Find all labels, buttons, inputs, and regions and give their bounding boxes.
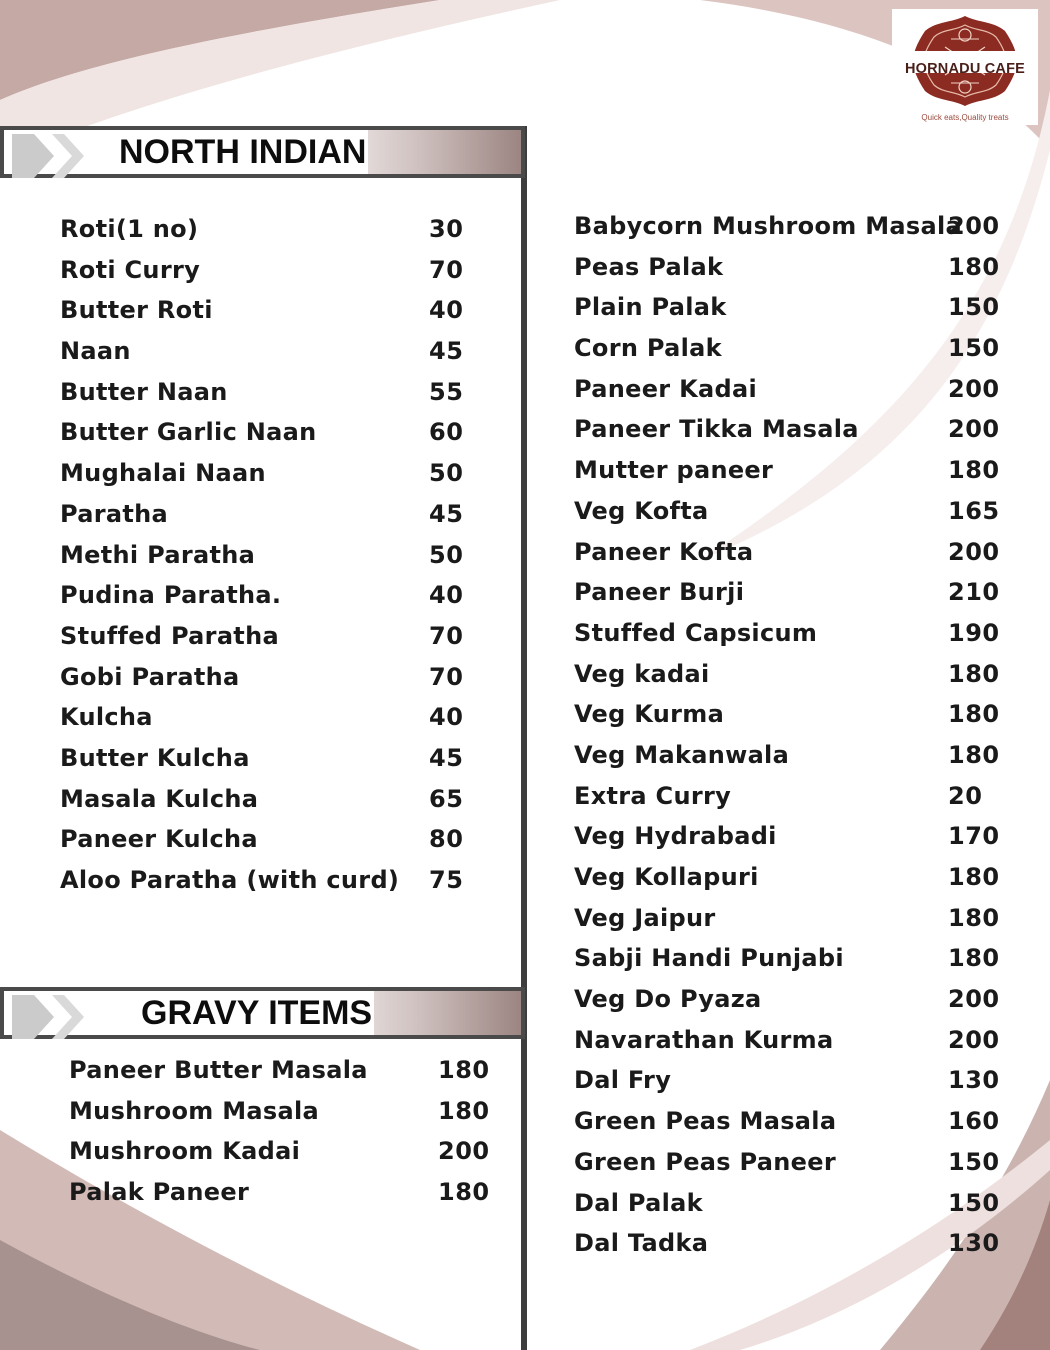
item-name: Paratha xyxy=(60,499,169,528)
menu-item xyxy=(574,613,1034,654)
menu-item xyxy=(574,776,1034,817)
item-name: Roti Curry xyxy=(60,255,201,284)
menu-item xyxy=(574,328,1034,369)
menu-item xyxy=(574,572,1034,613)
item-price: 70 xyxy=(429,621,464,650)
menu-item xyxy=(60,331,480,372)
item-price: 60 xyxy=(429,418,464,447)
item-name: Paneer Burji xyxy=(574,578,745,607)
item-name: Veg Makanwala xyxy=(574,740,790,769)
item-name: Paneer Butter Masala xyxy=(69,1056,368,1084)
item-price: 180 xyxy=(948,903,1000,932)
item-price: 165 xyxy=(948,496,1000,525)
column-divider xyxy=(521,126,527,1350)
menu-item xyxy=(574,857,1034,898)
item-name: Mughalai Naan xyxy=(60,459,266,488)
menu-item xyxy=(574,1101,1034,1142)
item-price: 180 xyxy=(948,944,1000,973)
item-name: Kulcha xyxy=(60,703,153,732)
item-name: Veg kadai xyxy=(574,659,710,688)
item-price: 40 xyxy=(429,296,464,325)
item-price: 180 xyxy=(438,1178,490,1207)
item-name: Paneer Kofta xyxy=(574,537,754,566)
brand-tagline: Quick eats,Quality treats xyxy=(921,113,1009,122)
menu-item xyxy=(574,654,1034,695)
item-price: 30 xyxy=(429,215,464,243)
item-name: Dal Fry xyxy=(574,1066,672,1095)
item-price: 180 xyxy=(948,863,1000,891)
menu-item xyxy=(60,250,480,291)
item-price: 200 xyxy=(948,537,1000,566)
menu-item xyxy=(60,657,480,698)
item-price: 200 xyxy=(948,415,1000,444)
menu-item xyxy=(60,535,480,576)
menu-item xyxy=(60,860,480,901)
menu-item xyxy=(60,209,480,250)
gravy-items-banner xyxy=(0,987,525,1039)
menu-item xyxy=(60,290,480,331)
item-price: 180 xyxy=(948,456,1000,485)
item-price: 40 xyxy=(429,581,464,610)
item-name: Veg Kofta xyxy=(574,496,709,525)
item-name: Stuffed Capsicum xyxy=(574,618,818,647)
section-title-gravy-items: GRAVY ITEMS xyxy=(139,991,374,1035)
item-name: Veg Hydrabadi xyxy=(574,822,777,851)
chevron-arrow-icon xyxy=(12,995,92,1039)
item-name: Babycorn Mushroom Masala xyxy=(574,212,963,240)
menu-item xyxy=(574,491,1034,532)
banner-gradient xyxy=(4,130,521,174)
item-price: 180 xyxy=(948,700,1000,729)
item-name: Stuffed Paratha xyxy=(60,621,279,650)
item-name: Dal Tadka xyxy=(574,1229,709,1258)
item-price: 70 xyxy=(429,662,464,691)
menu-item xyxy=(60,412,480,453)
gravy-continued-list xyxy=(574,206,1034,1264)
item-name: Aloo Paratha (with curd) xyxy=(60,866,400,894)
chevron-arrow-icon xyxy=(12,134,92,178)
brand-name: HORNADU CAFE xyxy=(904,61,1025,77)
item-name: Naan xyxy=(60,337,131,366)
item-name: Veg Kollapuri xyxy=(574,863,759,891)
menu-item xyxy=(574,247,1034,288)
item-name: Veg Kurma xyxy=(574,700,725,729)
menu-item xyxy=(574,287,1034,328)
item-price: 150 xyxy=(948,293,1000,322)
item-name: Pudina Paratha. xyxy=(60,581,282,610)
item-price: 170 xyxy=(948,822,1000,851)
item-name: Butter Naan xyxy=(60,377,228,406)
item-price: 180 xyxy=(948,659,1000,688)
menu-item xyxy=(574,1223,1034,1264)
menu-item xyxy=(69,1091,509,1132)
item-price: 150 xyxy=(948,334,1000,363)
item-name: Palak Paneer xyxy=(69,1178,250,1207)
item-price: 150 xyxy=(948,1188,1000,1217)
section-title-north-indian: NORTH INDIAN xyxy=(117,130,368,174)
menu-item xyxy=(69,1050,509,1091)
item-name: Paneer Kadai xyxy=(574,374,757,403)
menu-item xyxy=(60,616,480,657)
menu-item xyxy=(574,450,1034,491)
menu-item xyxy=(60,697,480,738)
item-price: 200 xyxy=(948,1025,1000,1054)
menu-item xyxy=(574,409,1034,450)
item-price: 200 xyxy=(438,1137,490,1166)
item-name: Mushroom Masala xyxy=(69,1096,319,1125)
item-name: Extra Curry xyxy=(574,781,732,810)
item-price: 130 xyxy=(948,1066,1000,1095)
item-price: 180 xyxy=(438,1096,490,1125)
menu-item xyxy=(60,453,480,494)
item-price: 20 xyxy=(948,781,983,810)
item-price: 65 xyxy=(429,784,464,813)
menu-item xyxy=(69,1172,509,1213)
item-name: Peas Palak xyxy=(574,252,724,281)
item-name: Paneer Tikka Masala xyxy=(574,415,859,444)
brand-logo xyxy=(892,9,1038,125)
item-price: 45 xyxy=(429,337,464,366)
gravy-items-list xyxy=(69,1050,509,1213)
item-name: Mushroom Kadai xyxy=(69,1137,301,1166)
north-indian-banner xyxy=(0,126,525,178)
banner-gradient xyxy=(4,991,521,1035)
item-price: 75 xyxy=(429,866,464,894)
item-price: 45 xyxy=(429,743,464,772)
item-name: Corn Palak xyxy=(574,334,722,363)
item-name: Roti(1 no) xyxy=(60,215,199,243)
item-name: Dal Palak xyxy=(574,1188,703,1217)
item-price: 130 xyxy=(948,1229,1000,1258)
item-name: Veg Do Pyaza xyxy=(574,985,762,1014)
menu-item xyxy=(60,494,480,535)
menu-item xyxy=(60,819,480,860)
menu-item xyxy=(574,938,1034,979)
item-price: 150 xyxy=(948,1147,1000,1176)
item-price: 50 xyxy=(429,540,464,569)
menu-item xyxy=(60,372,480,413)
item-price: 80 xyxy=(429,825,464,854)
item-name: Butter Garlic Naan xyxy=(60,418,317,447)
item-price: 40 xyxy=(429,703,464,732)
item-price: 210 xyxy=(948,578,1000,607)
item-name: Butter Kulcha xyxy=(60,743,250,772)
item-name: Navarathan Kurma xyxy=(574,1025,834,1054)
item-price: 180 xyxy=(948,740,1000,769)
menu-item xyxy=(574,1142,1034,1183)
north-indian-list xyxy=(60,209,480,901)
item-price: 160 xyxy=(948,1107,1000,1136)
item-name: Masala Kulcha xyxy=(60,784,259,813)
item-name: Sabji Handi Punjabi xyxy=(574,944,844,973)
item-name: Mutter paneer xyxy=(574,456,774,485)
menu-item xyxy=(574,1060,1034,1101)
menu-item xyxy=(574,1020,1034,1061)
item-price: 180 xyxy=(948,252,1000,281)
menu-item xyxy=(574,735,1034,776)
menu-item xyxy=(69,1131,509,1172)
menu-item xyxy=(574,898,1034,939)
item-price: 200 xyxy=(948,212,1000,240)
menu-item xyxy=(574,206,1034,247)
menu-item xyxy=(574,816,1034,857)
item-price: 45 xyxy=(429,499,464,528)
item-price: 180 xyxy=(438,1056,490,1084)
menu-item xyxy=(60,575,480,616)
item-name: Veg Jaipur xyxy=(574,903,716,932)
menu-item xyxy=(574,1183,1034,1224)
menu-item xyxy=(574,694,1034,735)
menu-item xyxy=(574,979,1034,1020)
item-price: 200 xyxy=(948,374,1000,403)
item-name: Green Peas Paneer xyxy=(574,1147,836,1176)
item-price: 70 xyxy=(429,255,464,284)
item-price: 50 xyxy=(429,459,464,488)
item-name: Green Peas Masala xyxy=(574,1107,837,1136)
menu-item xyxy=(60,738,480,779)
item-name: Paneer Kulcha xyxy=(60,825,258,854)
item-price: 190 xyxy=(948,618,1000,647)
item-name: Butter Roti xyxy=(60,296,213,325)
item-price: 55 xyxy=(429,377,464,406)
menu-item xyxy=(574,532,1034,573)
menu-item xyxy=(60,779,480,820)
item-price: 200 xyxy=(948,985,1000,1014)
item-name: Plain Palak xyxy=(574,293,727,322)
menu-item xyxy=(574,369,1034,410)
item-name: Gobi Paratha xyxy=(60,662,240,691)
item-name: Methi Paratha xyxy=(60,540,256,569)
